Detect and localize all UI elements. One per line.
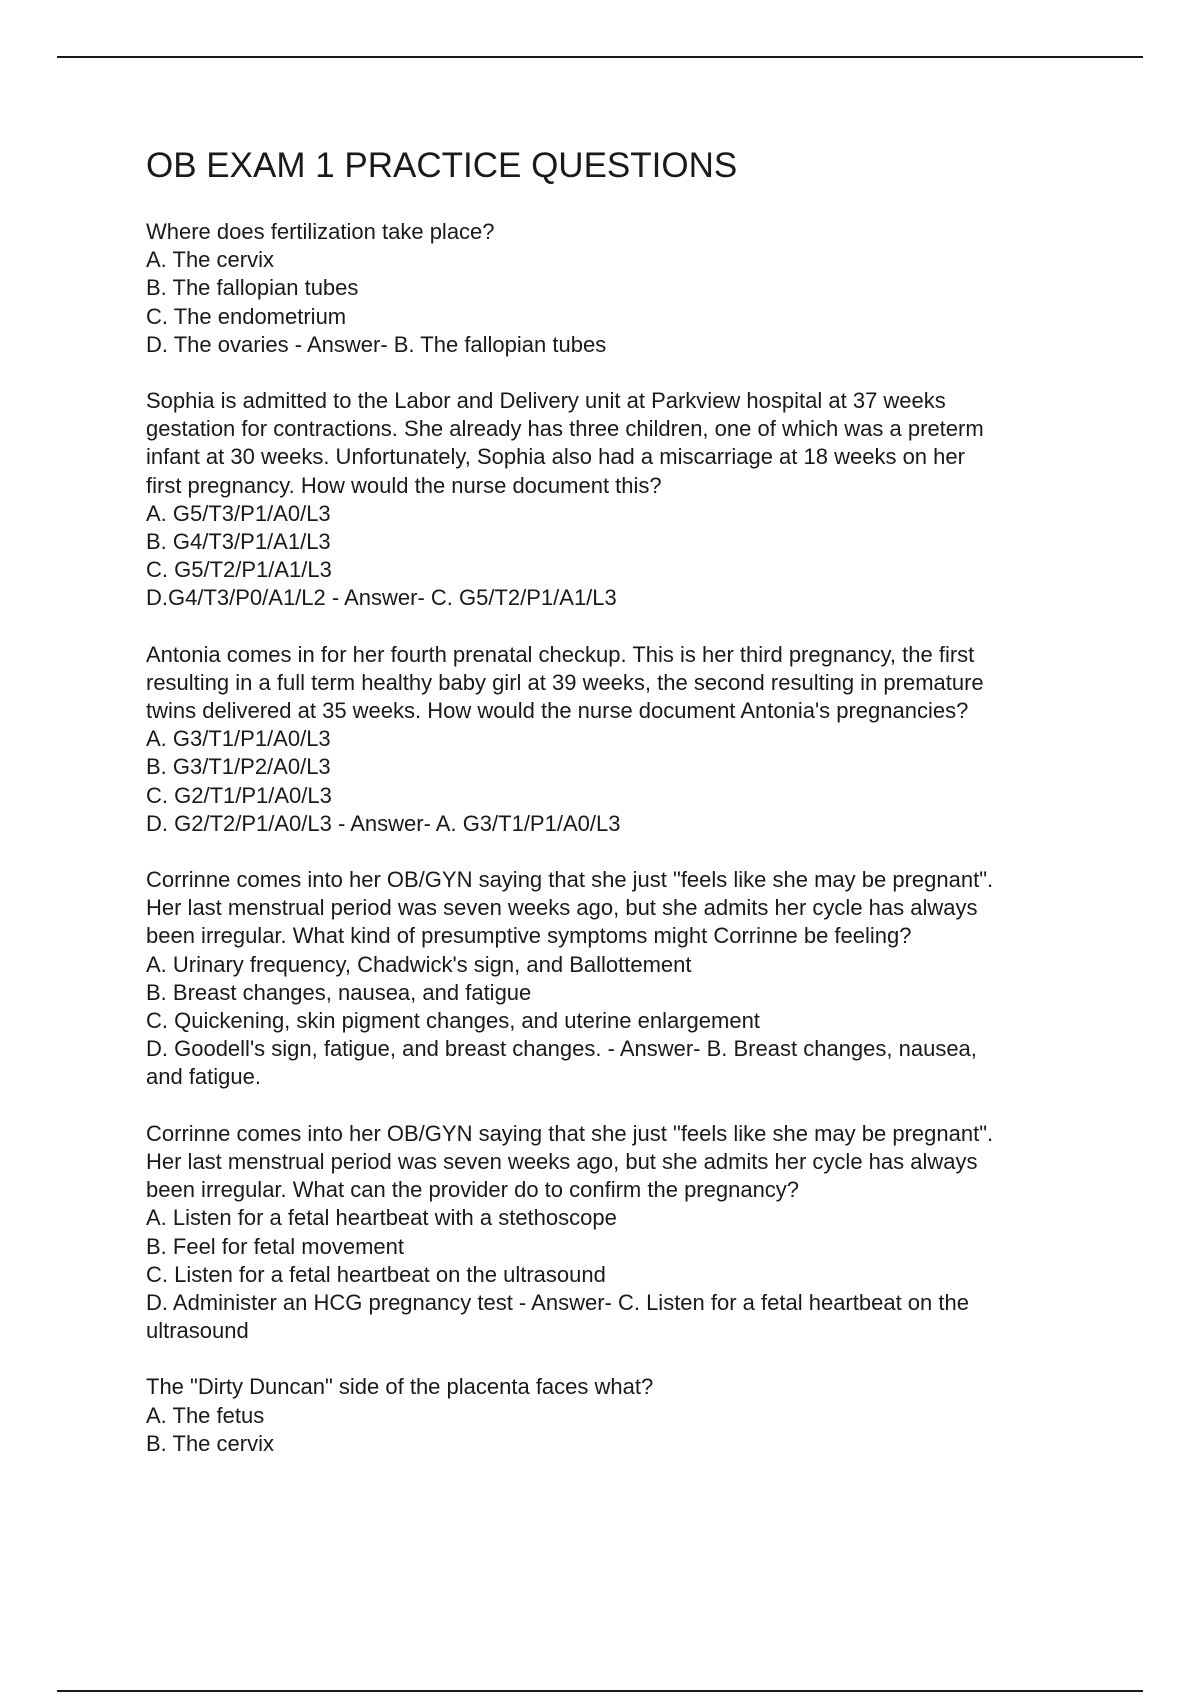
answer-option: A. Urinary frequency, Chadwick's sign, and Ballottement	[146, 951, 692, 977]
answer-option: C. Listen for a fetal heartbeat on the ultrasound	[146, 1261, 606, 1287]
question-stem: Corrinne comes into her OB/GYN saying that she just "feels like she may be pregnant".	[146, 1120, 994, 1146]
question-block	[146, 641, 1106, 838]
answer-option: D. Administer an HCG pregnancy test - Answer- C. Listen for a fetal heartbeat on the	[146, 1289, 969, 1315]
question-stem: Where does fertilization take place?	[146, 219, 495, 244]
question-stem: Corrinne comes into her OB/GYN saying that she just "feels like she may be pregnant".	[146, 867, 994, 893]
question-stem: Sophia is admitted to the Labor and Delivery unit at Parkview hospital at 37 weeks	[146, 388, 946, 414]
answer-option: A. Listen for a fetal heartbeat with a stethoscope	[146, 1205, 617, 1231]
answer-option: C. G5/T2/P1/A1/L3	[146, 557, 332, 583]
question-block	[146, 387, 1106, 613]
question-stem: Her last menstrual period was seven weeks ago, but she admits her cycle has always	[146, 895, 978, 921]
question-block	[146, 866, 1106, 1092]
answer-option: A. The fetus	[146, 1402, 265, 1428]
answer-option: A. G3/T1/P1/A0/L3	[146, 726, 331, 752]
answer-continuation: ultrasound	[146, 1318, 249, 1344]
answer-option: A. G5/T3/P1/A0/L3	[146, 500, 331, 526]
answer-option: B. The fallopian tubes	[146, 275, 359, 301]
answer-option: B. Feel for fetal movement	[146, 1233, 404, 1259]
answer-option: D. G2/T2/P1/A0/L3 - Answer- A. G3/T1/P1/A0/L3	[146, 810, 621, 836]
question-stem: Her last menstrual period was seven weeks ago, but she admits her cycle has always	[146, 1148, 978, 1174]
answer-option: A. The cervix	[146, 247, 274, 273]
question-stem: infant at 30 weeks. Unfortunately, Sophia also had a miscarriage at 18 weeks on her	[146, 444, 965, 470]
bottom-rule	[57, 1690, 1143, 1692]
question-stem: The "Dirty Duncan" side of the placenta faces what?	[146, 1374, 654, 1400]
question-stem: Antonia comes in for her fourth prenatal checkup. This is her third pregnancy, the first	[146, 641, 975, 667]
question-block	[146, 1120, 1106, 1346]
question-block	[146, 218, 1106, 359]
answer-option: B. The cervix	[146, 1430, 274, 1456]
answer-option: B. G3/T1/P2/A0/L3	[146, 754, 331, 780]
question-stem: gestation for contractions. She already has three children, one of which was a preterm	[146, 416, 984, 442]
top-rule	[57, 56, 1143, 58]
document-body	[146, 144, 1106, 1486]
answer-option: B. Breast changes, nausea, and fatigue	[146, 979, 532, 1005]
answer-option: D. Goodell's sign, fatigue, and breast changes. - Answer- B. Breast changes, nausea,	[146, 1036, 977, 1062]
answer-option: D.G4/T3/P0/A1/L2 - Answer- C. G5/T2/P1/A1/L3	[146, 585, 617, 611]
question-stem: twins delivered at 35 weeks. How would the nurse document Antonia's pregnancies?	[146, 698, 969, 724]
page-title: OB EXAM 1 PRACTICE QUESTIONS	[146, 146, 738, 185]
question-block	[146, 1373, 1106, 1458]
question-stem: been irregular. What kind of presumptive symptoms might Corrinne be feeling?	[146, 923, 912, 949]
question-stem: resulting in a full term healthy baby girl at 39 weeks, the second resulting in premature	[146, 669, 984, 695]
answer-option: C. Quickening, skin pigment changes, and uterine enlargement	[146, 1008, 760, 1034]
answer-option: C. G2/T1/P1/A0/L3	[146, 782, 332, 808]
question-stem: first pregnancy. How would the nurse document this?	[146, 472, 662, 498]
answer-option: B. G4/T3/P1/A1/L3	[146, 529, 331, 555]
answer-option: C. The endometrium	[146, 303, 347, 329]
answer-continuation: and fatigue.	[146, 1064, 261, 1090]
question-stem: been irregular. What can the provider do to confirm the pregnancy?	[146, 1177, 800, 1203]
answer-option: D. The ovaries - Answer- B. The fallopian tubes	[146, 331, 607, 357]
